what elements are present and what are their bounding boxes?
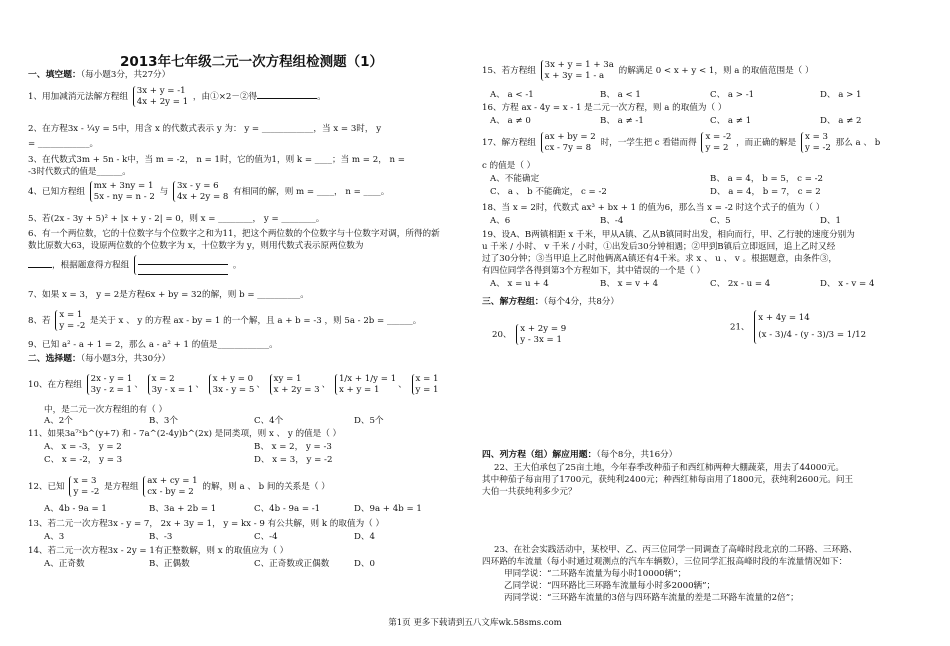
question-23-l4: 乙同学说：“四环路比三环路车流量每小时多2000辆”；: [504, 581, 716, 591]
answer-blank: [257, 89, 317, 99]
section-application: 四、列方程（组）解应用题：（每个8分，共16分）: [482, 450, 678, 460]
question-3: 3、在代数式3m + 5n - k中，当 m = -2， n = 1时，它的值为1，则 k = ____；当 m = 2， n =: [28, 155, 405, 165]
question-23-l5: 丙同学说：“三环路车流量的3倍与四环路车流量的差是二环路车流量的2倍”；: [504, 593, 799, 603]
question-23-l3: 甲同学说：“二环路车流量为每小时10000辆”；: [504, 569, 687, 579]
question-23-l2: 四环路的车流量（每小时通过观测点的汽车车辆数），三位同学汇报高峰时段的车流量情况如下：: [482, 557, 848, 567]
question-18: 18、当 x = 2时，代数式 ax³ + bx + 1 的值为6，那么当 x = -2 时这个式子的值为（ ）: [482, 203, 825, 213]
question-11-options-2: C、 x = -2， y = 3 D、 x = 3， y = -2: [44, 455, 333, 465]
question-12-options: A、4b - 9a = 1 B、3a + 2b = 1 C、4b - 9a = -1 D、9a + 4b = 1: [44, 504, 422, 514]
question-15: 15、若方程组 3x + y = 1 + 3a x + 3y = 1 - a 的解满足 0 < x + y < 1，则 a 的取值范围是（ ）: [482, 60, 814, 81]
section-fill-blank: 一、填空题：（每小题3分，共27分）: [28, 70, 171, 80]
equation-system: x = 1 y = -2: [55, 310, 85, 331]
question-14: 14、若二元一次方程3x - 2y = 1有正整数解，则 x 的取值应为（ ）: [28, 546, 289, 556]
question-19-l2: u 千米 / 小时、 v 千米 / 小时，①出发后30分钟相遇；②甲到B镇后立即返回，追上乙时又经: [482, 242, 836, 252]
question-22-l3: 大伯一共获纯利多少元？: [482, 487, 577, 497]
question-23: 23、在社会实践活动中，某校甲、乙、丙三位同学一同调查了高峰时段北京的二环路、三环路、: [494, 545, 858, 555]
question-22: 22、王大伯承包了25亩土地，今年春季改种茄子和西红柿两种大棚蔬菜，用去了44000元。: [494, 463, 844, 473]
answer-system-blank: [134, 255, 228, 275]
question-17: 17、解方程组 ax + by = 2 cx - 7y = 8 时，一学生把 c 看错而得 x = -2 y = 2 ，而正确的解是 x = 3 y = -2 那么 a 、 b: [482, 132, 881, 153]
section-choice: 二、选择题：（每小题3分，共30分）: [28, 354, 171, 364]
question-17-cont: c 的值是（ ）: [482, 161, 536, 171]
page-title: 2013年七年级二元一次方程组检测题（1）: [120, 54, 383, 70]
question-20: 20、 x + 2y = 9 y - 3x = 1: [492, 324, 567, 345]
question-6-system: ，根据题意得方程组 。: [28, 255, 241, 275]
question-18-options: A、6 B、-4 C、5 D、1: [490, 216, 841, 226]
question-22-l2: 其中种茄子每亩用了1700元，获纯利2400元；种西红柿每亩用了1800元，获纯利2600元。问王: [482, 475, 854, 485]
question-6-cont: 数比原数大63，设原两位数的个位数字为 x，十位数字为 y，则用代数式表示原两位数为: [28, 241, 364, 251]
section-solve: 三、解方程组：（每个4分，共8分）: [482, 297, 619, 307]
question-6: 6、有一个两位数，它的十位数字与个位数字之和为11，把这个两位数的个位数字与十位数字对调，所得的新: [28, 229, 440, 239]
page-footer: 第1页 更多下载请到五八文库wk.58sms.com: [388, 618, 562, 628]
answer-blank: [28, 258, 52, 268]
question-4: 4、已知方程组 mx + 3ny = 1 5x - ny = n - 2 与 3x - y = 6 4x + 2y = 8 有相同的解，则 m = ____， n = ____。: [28, 181, 390, 202]
question-19: 19、设A、B两镇相距 x 千米，甲从A镇、乙从B镇同时出发，相向而行，甲、乙行驶的速度分别为: [482, 230, 855, 240]
question-7: 7、如果 x = 3， y = 2是方程6x + by = 32的解，则 b = __________。: [28, 290, 309, 300]
question-3-cont: -3时代数式的值是______。: [28, 167, 131, 177]
question-16: 16、方程 ax - 4y = x - 1 是二元一次方程，则 a 的取值为（ ）: [482, 103, 727, 113]
question-2-cont: = ____________。: [28, 139, 99, 149]
question-13-options: A、3 B、-3 C、-4 D、4: [44, 532, 375, 542]
question-15-options: A、 a < -1 B、 a < 1 C、 a > -1 D、 a > 1: [490, 90, 862, 100]
question-13: 13、若二元一次方程3x - y = 7， 2x + 3y = 1， y = kx - 9 有公共解，则 k 的取值为（ ）: [28, 519, 385, 529]
question-19-l3: 过了30分钟；③当甲追上乙时他俩离A镇还有4千米。求 x 、 u 、 v 。根据题意，由条件③，: [482, 254, 838, 264]
question-5: 5、若(2x - 3y + 5)² + |x + y - 2| = 0，则 x = ________， y = ________。: [28, 214, 325, 224]
question-19-l4: 有四位同学各得到第3个方程如下，其中错误的一个是（ ）: [482, 266, 706, 276]
equation-system: mx + 3ny = 1 5x - ny = n - 2: [90, 181, 155, 202]
equation-system: 3x - y = 6 4x + 2y = 8: [173, 181, 228, 202]
question-14-options: A、正奇数 B、正偶数 C、正奇数或正偶数 D、0: [44, 559, 375, 569]
question-10-cont: 中，是二元一次方程组的有（ ）: [44, 405, 168, 415]
question-19-options: A、 x = u + 4 B、 x = v + 4 C、 2x - u = 4 D、 x - v = 4: [490, 279, 875, 289]
question-8: 8、若 x = 1 y = -2 是关于 x 、 y 的方程 ax - by = 1 的一个解，且 a + b = -3 ，则 5a - 2b = ______。: [28, 310, 422, 331]
question-10: 10、在方程组 2x - y = 1 3y - z = 1 、 x = 2 3y - x = 1 、 x + y = 0 3x - y = 5 、 xy = 1 x + 2y = 3 、 1/x + 1/y = 1 x + y = 1 、 x = 1 y = 1: [28, 374, 439, 395]
question-11-options: A、 x = -3， y = 2 B、 x = 2， y = -3: [44, 442, 332, 452]
question-21: 21、 x + 4y = 14 (x - 3)/4 - (y - 3)/3 = 1/12: [730, 310, 868, 344]
question-16-options: A、 a ≠ 0 B、 a ≠ -1 C、 a ≠ 1 D、 a ≠ 2: [490, 116, 862, 126]
question-9: 9、已知 a² - a + 1 = 2，那么 a - a² + 1 的值是____________。: [28, 340, 278, 350]
equation-system: 3x + y = -1 4x + 2y = 1: [133, 86, 188, 107]
question-1: 1、用加减消元法解方程组 3x + y = -1 4x + 2y = 1 ，由①×2－②得 。: [28, 86, 326, 107]
question-17-options-2: C、 a 、 b 不能确定， c = -2 D、 a = 4， b = 7， c = 2: [490, 187, 821, 197]
question-10-options: A、2个 B、3个 C、4个 D、5个: [44, 416, 384, 426]
question-17-options: A、不能确定 B、 a = 4， b = 5， c = -2: [490, 174, 824, 184]
question-11: 11、如果3a⁷ˣb^(y+7) 和 - 7a^(2-4y)b^(2x) 是同类项，则 x 、 y 的值是（ ）: [28, 429, 342, 439]
question-12: 12、已知 x = 3 y = -2 是方程组 ax + cy = 1 cx - by = 2 的解，则 a 、 b 间的关系是（ ）: [28, 476, 330, 497]
question-2: 2、在方程3x - ¼y = 5中，用含 x 的代数式表示 y 为： y = ____________，当 x = 3时， y: [28, 124, 382, 134]
